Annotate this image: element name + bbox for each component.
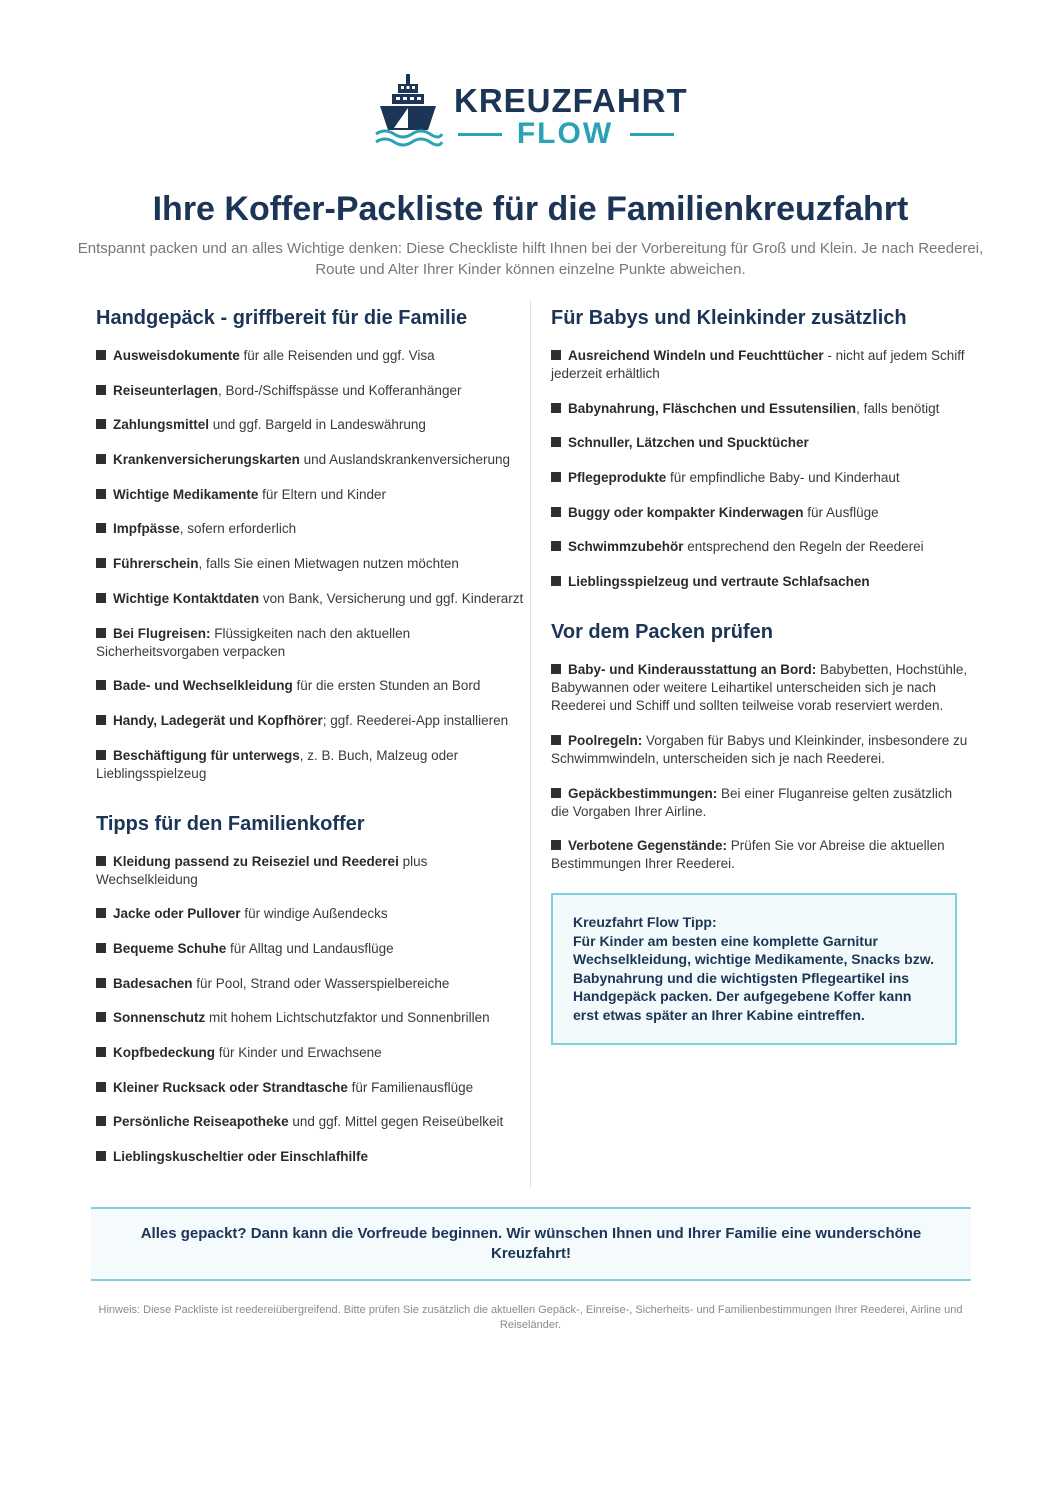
item-label-bold: Babynahrung, Fläschchen und Essutensilien (568, 400, 857, 416)
checklist-item (96, 747, 526, 783)
item-label-rest: entsprechend den Regeln der Reederei (683, 539, 924, 555)
square-bullet-icon (551, 576, 561, 586)
checklist-item (96, 1079, 526, 1097)
section-heading-babys: Für Babys und Kleinkinder zusätzlich (551, 307, 907, 329)
square-bullet-icon (96, 1116, 106, 1126)
item-label-bold: Schnuller, Lätzchen und Spucktücher (568, 435, 809, 451)
checklist-item (551, 504, 971, 522)
item-label-bold: Wichtige Medikamente (113, 486, 259, 502)
item-label-rest: mit hohem Lichtschutzfaktor und Sonnenbrillen (205, 1010, 490, 1026)
item-label-rest: für Kinder und Erwachsene (215, 1045, 382, 1060)
ship-icon (372, 72, 444, 152)
item-label-bold: Sonnenschutz (113, 1010, 206, 1026)
checklist-item (96, 712, 526, 730)
tipps-list (96, 853, 526, 1167)
item-label-bold: Lieblingsspielzeug und vertraute Schlafsachen (568, 574, 870, 590)
brand-logo (372, 72, 692, 154)
square-bullet-icon (96, 523, 106, 533)
square-bullet-icon (96, 750, 106, 760)
checklist-item (551, 400, 971, 418)
item-label-bold: Bade- und Wechselkleidung (113, 678, 293, 694)
logo-title: KREUZFAHRT (454, 82, 688, 119)
checklist-item (551, 347, 971, 383)
square-bullet-icon (551, 840, 561, 850)
square-bullet-icon (96, 1012, 106, 1022)
item-label-bold: Krankenversicherungskarten (113, 452, 300, 468)
section-heading-tipps: Tipps für den Familienkoffer (96, 812, 365, 835)
item-label-bold: Persönliche Reiseapotheke (113, 1114, 289, 1130)
checklist-item (96, 940, 526, 958)
item-label-bold: Bei Flugreisen: (113, 625, 211, 641)
item-label-rest: für die ersten Stunden an Bord (292, 678, 481, 694)
item-label-rest: , z. B. Buch, Malzeug oder Lieblingsspielzeug (96, 747, 459, 781)
checklist-item (96, 677, 526, 695)
checklist-item (96, 625, 526, 661)
checklist-item (96, 451, 526, 469)
item-label-rest: für alle Reisenden und ggf. Visa (239, 348, 435, 363)
item-label-rest: für empfindliche Baby- und Kinderhaut (666, 470, 900, 486)
closing-text: Alles gepackt? Dann kann die Vorfreude beginnen. Wir wünschen Ihnen und Ihrer Familie eine wunderschöne Kreuzfahrt! (140, 1225, 922, 1262)
item-label-rest: von Bank, Versicherung und ggf. Kinderarzt (259, 590, 524, 606)
item-label-rest: , falls Sie einen Mietwagen nutzen möchten (198, 556, 459, 572)
square-bullet-icon (96, 419, 106, 429)
checklist-item (551, 573, 971, 591)
item-label-bold: Badesachen (113, 975, 193, 991)
checklist-item (96, 555, 526, 573)
item-label-bold: Beschäftigung für unterwegs (113, 747, 300, 763)
logo-line-left (458, 133, 502, 136)
item-label-rest: , Bord-/Schiffspässe und Kofferanhänger (218, 382, 462, 398)
item-label-rest: für Familienausflüge (347, 1079, 474, 1095)
tip-box-heading: Kreuzfahrt Flow Tipp: (573, 914, 717, 931)
item-label-rest: und Auslandskrankenversicherung (299, 452, 510, 468)
square-bullet-icon (551, 350, 561, 360)
tip-box-text: Für Kinder am besten eine komplette Garnitur Wechselkleidung, wichtige Medikamente, Snacks bzw. Babynahrung und die wichtigsten Pflegeartikel ins Handgepäck packen. Der aufgegebene Koffer kann erst etwas später an Ihrer Kabine eintreffen. (573, 932, 934, 1023)
item-label-bold: Wichtige Kontaktdaten (113, 590, 260, 606)
tip-box (551, 893, 957, 1045)
checklist-item (96, 382, 526, 400)
item-label-rest: für Eltern und Kinder (258, 486, 386, 502)
checklist-item (96, 853, 526, 889)
square-bullet-icon (96, 489, 106, 499)
item-label-rest: für Alltag und Landausflüge (226, 940, 394, 956)
item-label-bold: Jacke oder Pullover (113, 906, 241, 922)
item-label-bold: Poolregeln: (568, 732, 643, 748)
item-label-bold: Gepäckbestimmungen: (568, 785, 718, 801)
item-label-rest: Babybetten, Hochstühle, Babywannen oder weitere Leihartikel unterscheiden sich je nach Reederei und Schiff und sollten teilweise vorab reserviert werden. (551, 662, 968, 714)
pruefen-list (551, 661, 971, 873)
handgepaeck-list (96, 347, 526, 783)
checklist-item (551, 661, 971, 715)
item-label-rest: Prüfen Sie vor Abreise die aktuellen Bestimmungen Ihrer Reederei. (551, 838, 945, 872)
item-label-rest: , sofern erforderlich (179, 521, 297, 537)
checklist-item (96, 520, 526, 538)
item-label-rest: für windige Außendecks (240, 906, 388, 922)
square-bullet-icon (551, 507, 561, 517)
checklist-item (551, 785, 971, 821)
item-label-rest: Flüssigkeiten nach den aktuellen Sicherheitsvorgaben verpacken (96, 625, 411, 659)
square-bullet-icon (96, 680, 106, 690)
intro-text: Entspannt packen und an alles Wichtige denken: Diese Checkliste hilft Ihnen bei der Vorbereitung für Groß und Klein. Je nach Reederei, Route und Alter Ihrer Kinder können einzelne Punkte abweichen. (77, 240, 984, 278)
square-bullet-icon (96, 558, 106, 568)
square-bullet-icon (96, 715, 106, 725)
item-label-rest: Bei einer Fluganreise gelten zusätzlich die Vorgaben Ihrer Airline. (551, 785, 953, 819)
square-bullet-icon (96, 385, 106, 395)
item-label-bold: Pflegeprodukte (568, 470, 667, 486)
square-bullet-icon (551, 735, 561, 745)
square-bullet-icon (96, 908, 106, 918)
item-label-rest: für Pool, Strand oder Wasserspielbereiche (192, 975, 450, 991)
square-bullet-icon (551, 472, 561, 482)
item-label-rest: und ggf. Mittel gegen Reiseübelkeit (288, 1114, 504, 1130)
checklist-item (96, 1044, 526, 1062)
item-label-bold: Zahlungsmittel (113, 417, 210, 433)
item-label-bold: Baby- und Kinderausstattung an Bord: (568, 662, 817, 678)
item-label-rest: - nicht auf jedem Schiff jederzeit erhältlich (551, 348, 965, 381)
square-bullet-icon (96, 454, 106, 464)
square-bullet-icon (551, 664, 561, 674)
right-column (551, 305, 971, 1045)
checklist-item (551, 732, 971, 768)
item-label-rest: und ggf. Bargeld in Landeswährung (209, 417, 426, 433)
item-label-bold: Ausreichend Windeln und Feuchttücher (568, 348, 824, 363)
item-label-bold: Schwimmzubehör (568, 539, 684, 555)
logo-subtitle: FLOW (516, 117, 614, 150)
square-bullet-icon (96, 628, 106, 638)
item-label-rest: Vorgaben für Babys und Kleinkinder, insbesondere zu Schwimmwindeln, unterscheiden sich je nach Reederei. (551, 732, 968, 766)
babys-list (551, 347, 971, 591)
logo-line-right (630, 133, 674, 136)
page-title: Ihre Koffer-Packliste für die Familienkreuzfahrt (152, 190, 909, 228)
closing-banner (91, 1207, 971, 1281)
item-label-bold: Handy, Ladegerät und Kopfhörer (113, 712, 323, 728)
square-bullet-icon (551, 403, 561, 413)
item-label-bold: Lieblingskuscheltier oder Einschlafhilfe (113, 1149, 369, 1165)
item-label-rest: plus Wechselkleidung (96, 853, 428, 887)
item-label-bold: Führerschein (113, 556, 199, 572)
checklist-item (96, 905, 526, 923)
checklist-item (96, 1009, 526, 1027)
footer-hint: Hinweis: Diese Packliste ist reedereiübergreifend. Bitte prüfen Sie zusätzlich die aktuellen Gepäck-, Einreise-, Sicherheits- und Familienbestimmungen Ihrer Reederei, Airline und Reiseländer. (98, 1304, 963, 1331)
item-label-bold: Kleiner Rucksack oder Strandtasche (113, 1079, 348, 1095)
checklist-item (96, 347, 526, 365)
item-label-bold: Bequeme Schuhe (113, 940, 227, 956)
section-heading-pruefen: Vor dem Packen prüfen (551, 621, 773, 644)
square-bullet-icon (96, 1151, 106, 1161)
square-bullet-icon (96, 1047, 106, 1057)
square-bullet-icon (551, 788, 561, 798)
section-heading-handgepaeck: Handgepäck - griffbereit für die Familie (96, 307, 468, 329)
square-bullet-icon (96, 978, 106, 988)
item-label-bold: Kopfbedeckung (113, 1045, 216, 1060)
left-column (96, 305, 526, 1183)
item-label-bold: Impfpässe (113, 521, 180, 537)
square-bullet-icon (96, 350, 106, 360)
checklist-item (96, 486, 526, 504)
checklist-item (96, 1113, 526, 1131)
checklist-item (551, 538, 971, 556)
item-label-bold: Verbotene Gegenstände: (568, 838, 728, 854)
item-label-rest: ; ggf. Reederei-App installieren (322, 712, 509, 728)
square-bullet-icon (96, 1082, 106, 1092)
item-label-bold: Buggy oder kompakter Kinderwagen (568, 504, 804, 520)
square-bullet-icon (551, 437, 561, 447)
checklist-item (551, 837, 971, 873)
square-bullet-icon (96, 593, 106, 603)
checklist-item (96, 416, 526, 434)
item-label-rest: , falls benötigt (856, 400, 940, 416)
logo-subtitle-row (454, 116, 676, 152)
square-bullet-icon (551, 541, 561, 551)
square-bullet-icon (96, 943, 106, 953)
column-divider (530, 300, 531, 1188)
checklist-item (96, 1148, 526, 1166)
item-label-bold: Kleidung passend zu Reiseziel und Reederei (113, 853, 399, 869)
item-label-rest: für Ausflüge (803, 504, 879, 520)
checklist-item (96, 975, 526, 993)
checklist-item (96, 590, 526, 608)
item-label-bold: Reiseunterlagen (113, 382, 219, 398)
checklist-item (551, 469, 971, 487)
checklist-item (551, 434, 971, 452)
item-label-bold: Ausweisdokumente (113, 348, 240, 363)
square-bullet-icon (96, 856, 106, 866)
